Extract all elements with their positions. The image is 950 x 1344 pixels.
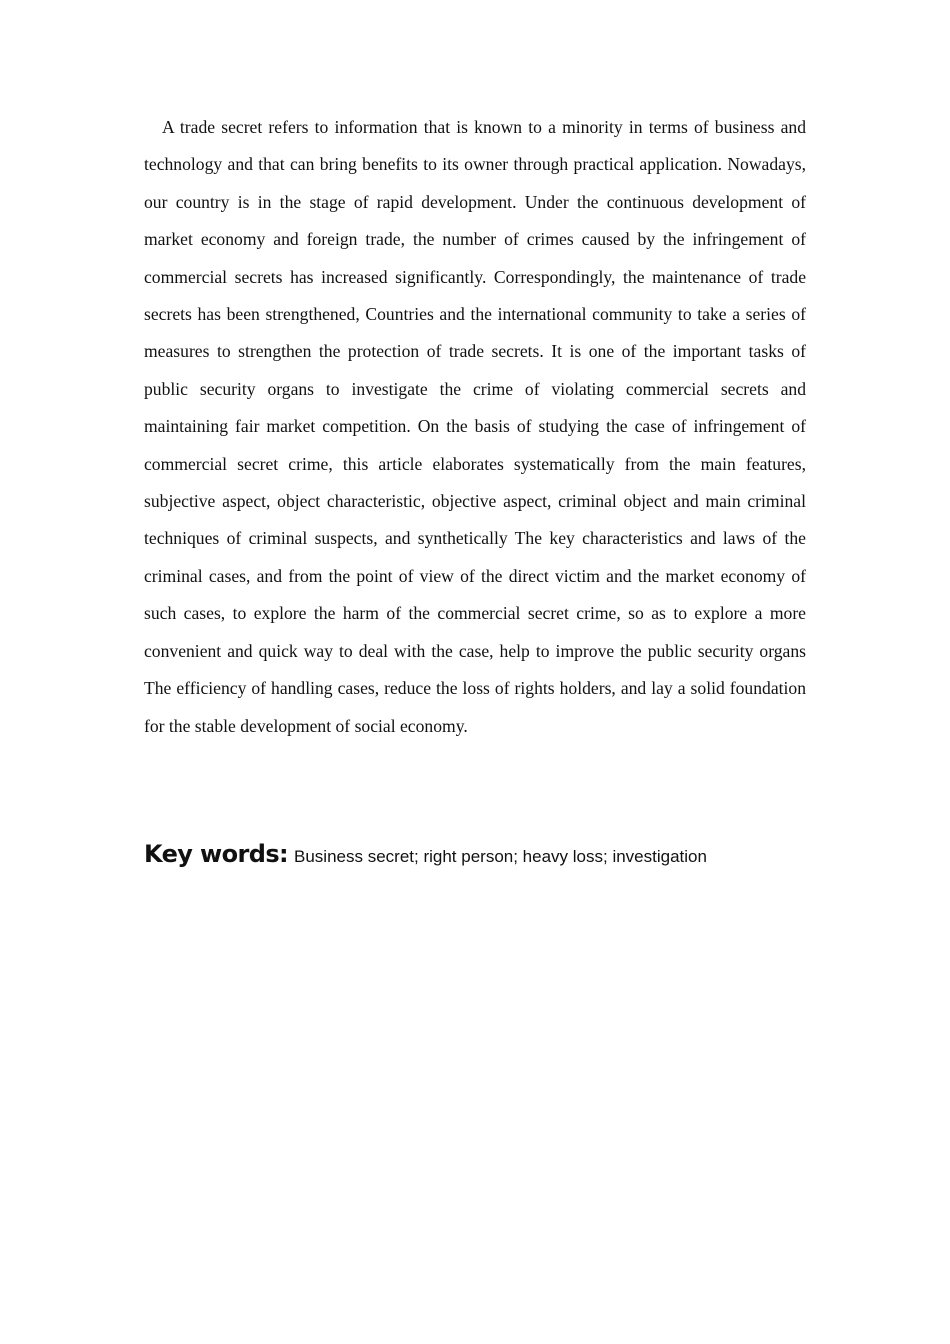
abstract-paragraph: A trade secret refers to information that is known to a minority in terms of business and technology and that can bring benefits to its owner through practical application. Nowadays, our country is in the stage of rapid development. Under the continuous development of market economy and foreign trade, the number of crimes caused by the infringement of commercial secrets has increased significantly. Correspondingly, the maintenance of trade secrets has been strengthened, Countries and the international community to take a series of measures to strengthen the protection of trade secrets. It is one of the important tasks of public security organs to investigate the crime of violating commercial secrets and maintaining fair market competition. On the basis of studying the case of infringement of commercial secret crime, this article elaborates systematically from the main features, subjective aspect, object characteristic, objective aspect, criminal object and main criminal techniques of criminal suspects, and synthetically The key characteristics and laws of the criminal cases, and from the point of view of the direct victim and the market economy of such cases, to explore the harm of the commercial secret crime, so as to explore a more convenient and quick way to deal with the case, help to improve the public security organs The efficiency of handling cases, reduce the loss of rights holders, and lay a solid foundation for the stable development of social economy. bbox=[144, 117, 806, 736]
keywords-value: Business secret; right person; heavy loss; investigation bbox=[294, 847, 707, 866]
keywords-label: Key words: bbox=[144, 840, 289, 868]
keywords-line bbox=[144, 840, 806, 868]
